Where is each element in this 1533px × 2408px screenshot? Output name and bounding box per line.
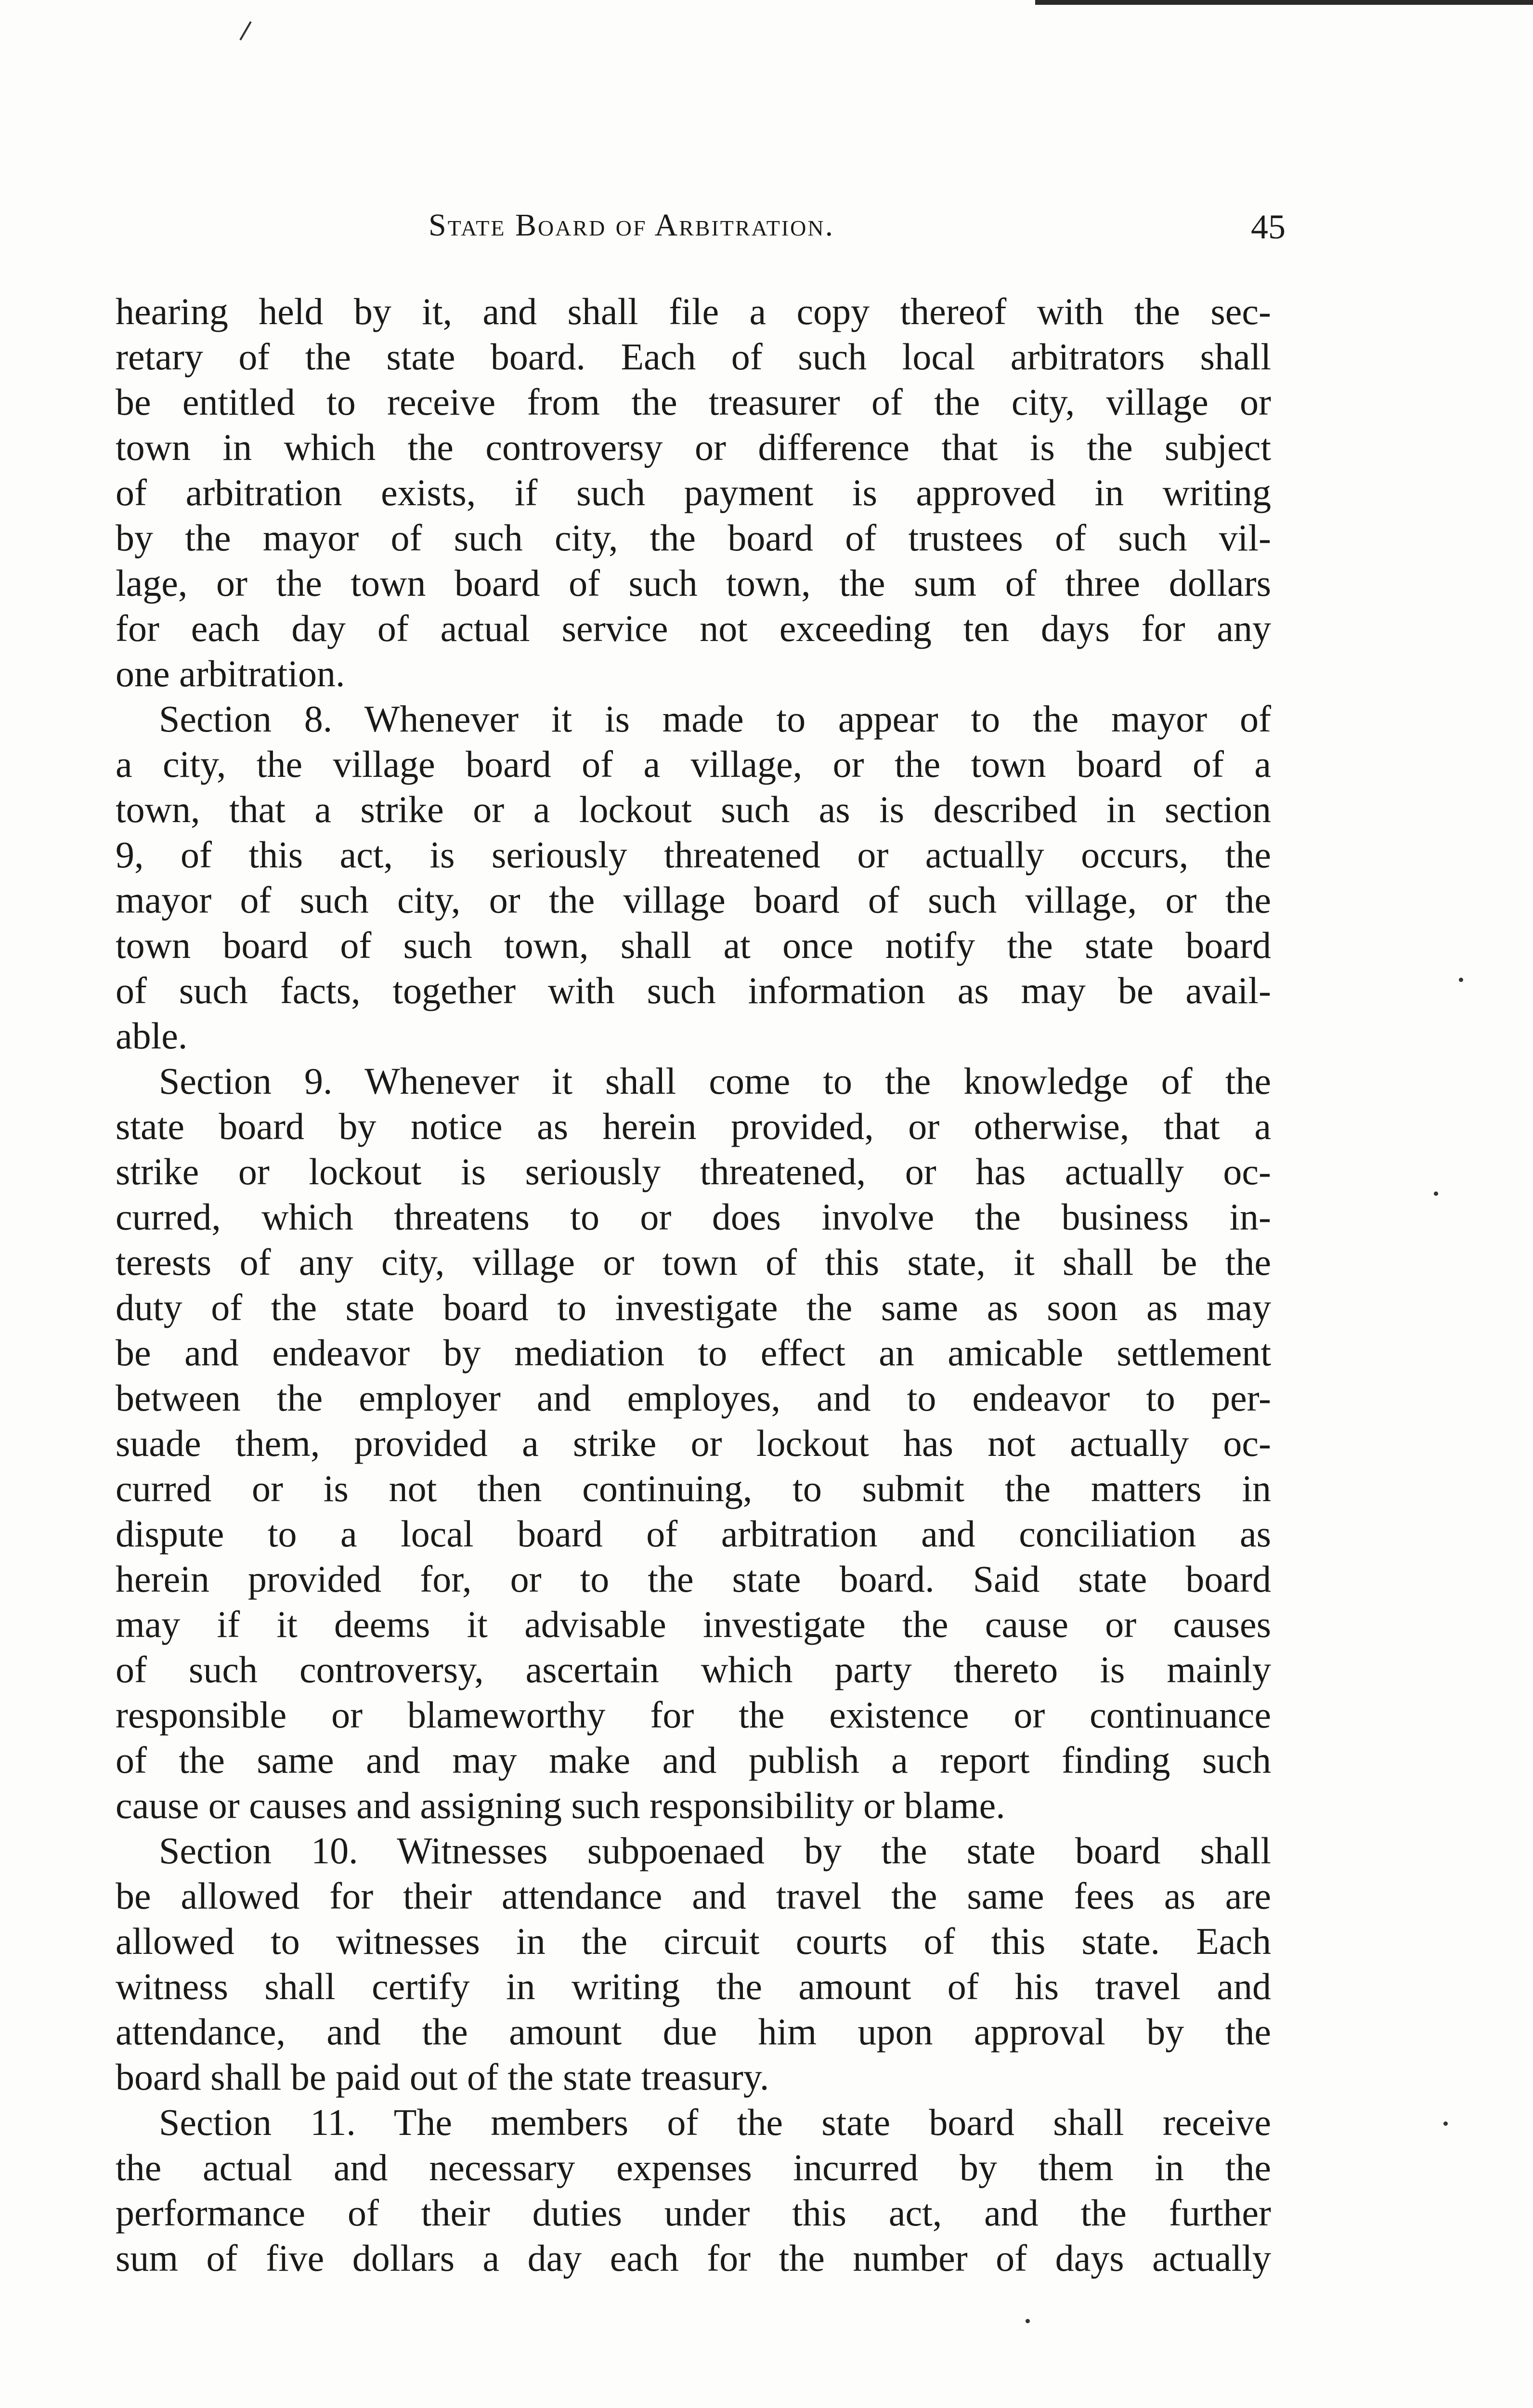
running-title: State Board of Arbitration.	[429, 208, 835, 243]
text-line: responsible or blameworthy for the existence or continuance	[116, 1694, 1271, 1736]
text-line: of such facts, together with such information as may be avail-	[116, 969, 1271, 1011]
text-line: the actual and necessary expenses incurred by them in the	[116, 2146, 1271, 2188]
text-line: one arbitration.	[116, 653, 345, 694]
text-line: duty of the state board to investigate the same as soon as may	[116, 1286, 1271, 1328]
text-line: may if it deems it advisable investigate the cause or causes	[116, 1603, 1271, 1645]
text-line: town in which the controversy or difference that is the subject	[116, 426, 1271, 468]
text-line: town, that a strike or a lockout such as is described in section	[116, 788, 1271, 830]
text-line: 9, of this act, is seriously threatened or actually occurs, the	[116, 834, 1271, 876]
text-line: mayor of such city, or the village board of such village, or the	[116, 879, 1271, 921]
text-line: be and endeavor by mediation to effect an amicable settlement	[116, 1332, 1271, 1374]
text-line: dispute to a local board of arbitration and conciliation as	[116, 1513, 1271, 1555]
paper-speck	[1443, 2121, 1448, 2126]
paper-speck	[1459, 978, 1463, 982]
text-line: sum of five dollars a day each for the number of days actually	[116, 2237, 1271, 2279]
text-line: able.	[116, 1015, 188, 1057]
text-line: board shall be paid out of the state treasury.	[116, 2056, 769, 2098]
text-line: herein provided for, or to the state board. Said state board	[116, 1558, 1271, 1600]
text-line: of arbitration exists, if such payment is approved in writing	[116, 471, 1271, 513]
section-9-start: Section 9. Whenever it shall come to the knowledge of the	[159, 1060, 1271, 1102]
text-line: of such controversy, ascertain which party thereto is mainly	[116, 1649, 1271, 1690]
page-number: 45	[1251, 208, 1286, 246]
text-line: state board by notice as herein provided, or otherwise, that a	[116, 1105, 1271, 1147]
text-line: curred or is not then continuing, to submit the matters in	[116, 1467, 1271, 1509]
text-line: of the same and may make and publish a report finding such	[116, 1739, 1271, 1781]
text-line: for each day of actual service not exceeding ten days for any	[116, 607, 1271, 649]
text-line: retary of the state board. Each of such local arbitrators shall	[116, 336, 1271, 378]
text-line: between the employer and employes, and to endeavor to per-	[116, 1377, 1271, 1419]
text-line: cause or causes and assigning such responsibility or blame.	[116, 1784, 1005, 1826]
text-line: be allowed for their attendance and travel the same fees as are	[116, 1875, 1271, 1917]
text-line: be entitled to receive from the treasurer of the city, village or	[116, 381, 1271, 423]
text-line: performance of their duties under this act, and the further	[116, 2192, 1271, 2234]
section-11-start: Section 11. The members of the state board shall receive	[159, 2101, 1271, 2143]
text-line: strike or lockout is seriously threatened, or has actually oc-	[116, 1151, 1271, 1192]
text-line: terests of any city, village or town of this state, it shall be the	[116, 1241, 1271, 1283]
section-10-start: Section 10. Witnesses subpoenaed by the state board shall	[159, 1830, 1271, 1871]
running-head	[120, 207, 1286, 260]
text-line: town board of such town, shall at once notify the state board	[116, 924, 1271, 966]
text-line: suade them, provided a strike or lockout has not actually oc-	[116, 1422, 1271, 1464]
paper-speck	[1026, 2319, 1030, 2323]
pencil-tick-mark	[239, 21, 251, 40]
paper-speck	[1434, 1191, 1438, 1196]
body-text	[116, 289, 1271, 2281]
text-line: attendance, and the amount due him upon approval by the	[116, 2011, 1271, 2053]
text-line: allowed to witnesses in the circuit courts of this state. Each	[116, 1920, 1271, 1962]
text-line: lage, or the town board of such town, the sum of three dollars	[116, 562, 1271, 604]
text-line: by the mayor of such city, the board of trustees of such vil-	[116, 517, 1271, 559]
section-8-start: Section 8. Whenever it is made to appear to the mayor of	[159, 698, 1271, 740]
text-line: witness shall certify in writing the amount of his travel and	[116, 1965, 1271, 2007]
text-line: hearing held by it, and shall file a copy thereof with the sec-	[116, 290, 1271, 332]
text-line: curred, which threatens to or does involve the business in-	[116, 1196, 1271, 1238]
text-line: a city, the village board of a village, or the town board of a	[116, 743, 1271, 785]
top-edge-rule	[1035, 0, 1533, 5]
